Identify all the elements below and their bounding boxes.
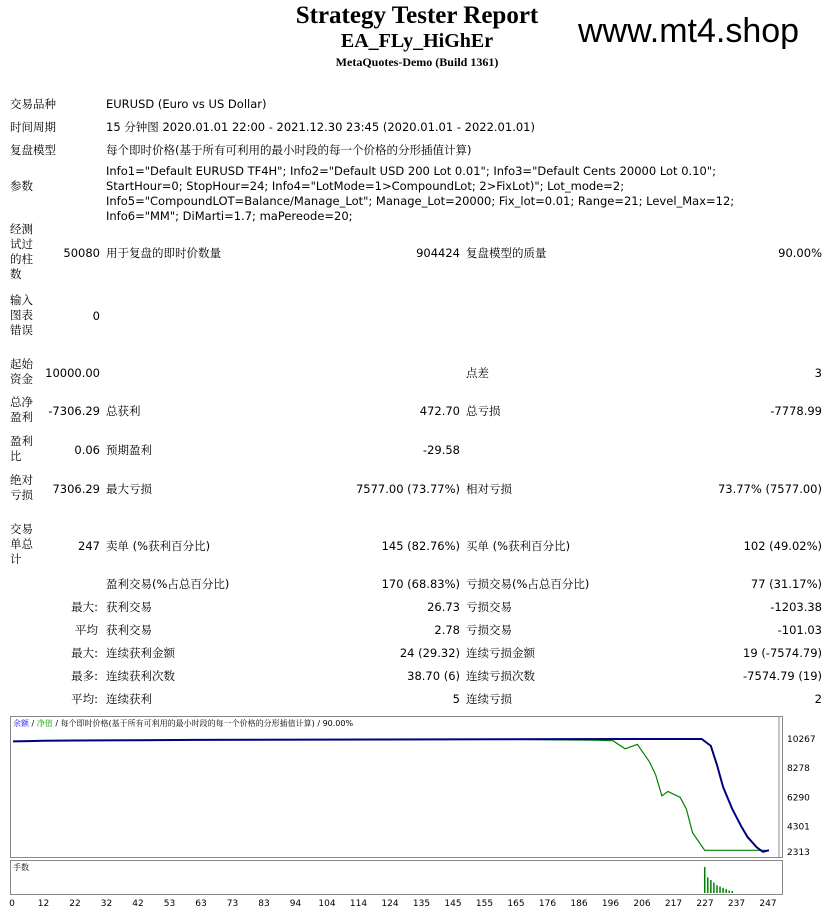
x-tick-label: 206: [633, 899, 651, 909]
balance-line: [13, 739, 769, 852]
win-trades-value: 170 (68.83%): [381, 577, 460, 591]
deposit-value: 10000.00: [45, 366, 100, 380]
lots-chart: [10, 860, 783, 895]
x-tick-label: 12: [37, 899, 50, 909]
expected-payoff-value: -29.58: [422, 443, 460, 457]
ea-name: EA_FLy_HiGhEr: [340, 30, 494, 52]
cons-win-amount-label: 连续获利金额: [106, 646, 175, 660]
largest-prefix: 最大:: [71, 600, 98, 614]
x-tick-label: 83: [258, 899, 270, 909]
x-tick-label: 114: [349, 899, 368, 909]
gross-loss-value: -7778.99: [770, 404, 822, 418]
x-tick-label: 104: [318, 899, 336, 909]
x-tick-label: 155: [475, 899, 494, 909]
y-tick-label: 8278: [787, 764, 810, 775]
largest-loss-label: 亏损交易: [466, 600, 512, 614]
largest-loss-value: -1203.38: [770, 600, 822, 614]
lots-chart-svg: [11, 861, 782, 894]
abs-drawdown-label: 绝对亏损: [10, 473, 33, 502]
avg-win-label: 获利交易: [106, 623, 152, 637]
quality-value: 90.00%: [778, 246, 822, 260]
x-tick-label: 22: [69, 899, 81, 909]
avg-cons-win-value: 5: [452, 692, 460, 706]
short-trades-label: 卖单 (%获利百分比): [106, 539, 211, 553]
y-tick-label: 10267: [787, 734, 816, 745]
cons-loss-count-label: 连续亏损次数: [466, 669, 535, 683]
gross-loss-label: 总亏损: [466, 404, 501, 418]
ticks-value: 904424: [416, 246, 460, 260]
y-tick-label: 4301: [787, 822, 810, 833]
params-label: 参数: [10, 179, 33, 193]
balance-chart: [10, 716, 816, 858]
avg-loss-value: -101.03: [777, 623, 822, 637]
bars-label: 经测试过的柱数: [10, 222, 33, 281]
spread-value: 3: [814, 366, 822, 380]
x-tick-label: 145: [444, 899, 462, 909]
total-trades-label: 交易单总计: [10, 522, 33, 566]
equity-line: [13, 739, 769, 850]
x-tick-label: 73: [226, 899, 239, 909]
profit-factor-label: 盈利比: [10, 434, 33, 463]
balance-chart-svg: [11, 717, 816, 858]
y-tick-label: 6290: [787, 793, 810, 804]
legend-balance: 余额: [13, 719, 29, 728]
x-tick-label: 176: [538, 899, 557, 909]
cons-loss-amount-value: 19 (-7574.79): [743, 646, 822, 660]
errors-value: 0: [92, 309, 100, 323]
avg-loss-label: 亏损交易: [466, 623, 512, 637]
net-profit-label: 总净盈利: [10, 395, 33, 424]
spread-label: 点差: [466, 366, 489, 380]
x-tick-label: 247: [759, 899, 777, 909]
cons-win-count-label: 连续获利次数: [106, 669, 175, 683]
x-tick-label: 237: [727, 899, 746, 909]
cons-win-amount-value: 24 (29.32): [399, 646, 460, 660]
x-tick-label: 135: [412, 899, 431, 909]
cons-win-count-value: 38.70 (6): [407, 669, 460, 683]
x-tick-label: 32: [100, 899, 113, 909]
symbol-label: 交易品种: [10, 97, 56, 111]
gross-profit-value: 472.70: [419, 404, 460, 418]
profit-factor-value: 0.06: [74, 443, 100, 457]
long-trades-value: 102 (49.02%): [743, 539, 822, 553]
x-tick-label: 42: [132, 899, 144, 909]
win-trades-label: 盈利交易(%占总百分比): [106, 577, 230, 591]
deposit-label: 起始资金: [10, 357, 33, 386]
period-value: 15 分钟图 2020.01.01 22:00 - 2021.12.30 23:45 (2020.01.01 - 2022.01.01): [106, 120, 535, 134]
x-tick-label: 0: [9, 899, 15, 909]
rel-drawdown-label: 相对亏损: [466, 482, 512, 496]
x-tick-label: 227: [696, 899, 714, 909]
model-label: 复盘模型: [10, 143, 56, 157]
abs-drawdown-value: 7306.29: [52, 482, 100, 496]
rel-drawdown-value: 73.77% (7577.00): [717, 482, 822, 496]
gross-profit-label: 总获利: [106, 404, 141, 418]
model-value: 每个即时价格(基于所有可利用的最小时段的每一个价格的分形插值计算): [106, 143, 472, 157]
quality-label: 复盘模型的质量: [466, 246, 547, 260]
params-value: Info1="Default EURUSD TF4H"; Info2="Default USD 200 Lot 0.01"; Info3="Default Cents 20000 Lot 0.10"; StartHour=0; StopHour=24; Info4="LotMode=1>CompoundLot; 2>FixLot)"; Lot_mode=2; Info5="CompoundLOT=Balance/Manage_Lot"; Manage_Lot=20000; Fix_lot=0.01; Range=21; Level_Max=12; Info6="MM"; DiMarti=1.7; maPereode=20;: [106, 164, 735, 223]
x-tick-label: 94: [289, 899, 302, 909]
x-tick-label: 186: [570, 899, 588, 909]
avg-prefix: 平均:: [71, 692, 98, 706]
net-profit-value: -7306.29: [48, 404, 100, 418]
avg-cons-loss-label: 连续亏损: [466, 692, 512, 706]
avg-win-value: 2.78: [434, 623, 460, 637]
cons-loss-count-value: -7574.79 (19): [743, 669, 822, 683]
errors-label: 输入图表错误: [10, 293, 33, 337]
lose-trades-label: 亏损交易(%占总百分比): [466, 577, 590, 591]
x-axis: [0, 894, 834, 910]
max-prefix: 最大:: [71, 646, 98, 660]
short-trades-value: 145 (82.76%): [381, 539, 460, 553]
avg-cons-loss-value: 2: [814, 692, 822, 706]
lots-label: 手数: [13, 863, 29, 872]
symbol-value: EURUSD (Euro vs US Dollar): [106, 97, 267, 111]
x-tick-label: 53: [163, 899, 176, 909]
x-tick-label: 124: [381, 899, 399, 909]
largest-win-value: 26.73: [427, 600, 460, 614]
total-trades-value: 247: [78, 539, 100, 553]
y-tick-label: 2313: [787, 848, 810, 858]
legend-description: / 每个即时价格(基于所有可利用的最小时段的每一个价格的分形插值计算) / 90.00%: [52, 719, 354, 728]
ticks-label: 用于复盘的即时价数量: [106, 246, 221, 260]
x-tick-label: 217: [664, 899, 683, 909]
largest-win-label: 获利交易: [106, 600, 152, 614]
long-trades-label: 买单 (%获利百分比): [466, 539, 571, 553]
max-drawdown-label: 最大亏损: [106, 482, 152, 496]
server-info: MetaQuotes-Demo (Build 1361): [335, 55, 499, 69]
x-tick-label: 165: [507, 899, 525, 909]
average-prefix: 平均: [75, 623, 98, 637]
legend-separator: /: [29, 719, 37, 728]
report-title: Strategy Tester Report: [295, 2, 539, 29]
lose-trades-value: 77 (31.17%): [750, 577, 822, 591]
x-tick-label: 196: [601, 899, 620, 909]
max-drawdown-value: 7577.00 (73.77%): [355, 482, 460, 496]
most-prefix: 最多:: [71, 669, 98, 683]
expected-payoff-label: 预期盈利: [106, 443, 152, 457]
avg-cons-win-label: 连续获利: [106, 692, 152, 706]
period-label: 时间周期: [10, 120, 56, 134]
legend-equity: 净值: [36, 719, 53, 728]
bars-value: 50080: [63, 246, 100, 260]
watermark: www.mt4.shop: [578, 12, 800, 50]
cons-loss-amount-label: 连续亏损金额: [466, 646, 535, 660]
x-tick-label: 63: [195, 899, 207, 909]
